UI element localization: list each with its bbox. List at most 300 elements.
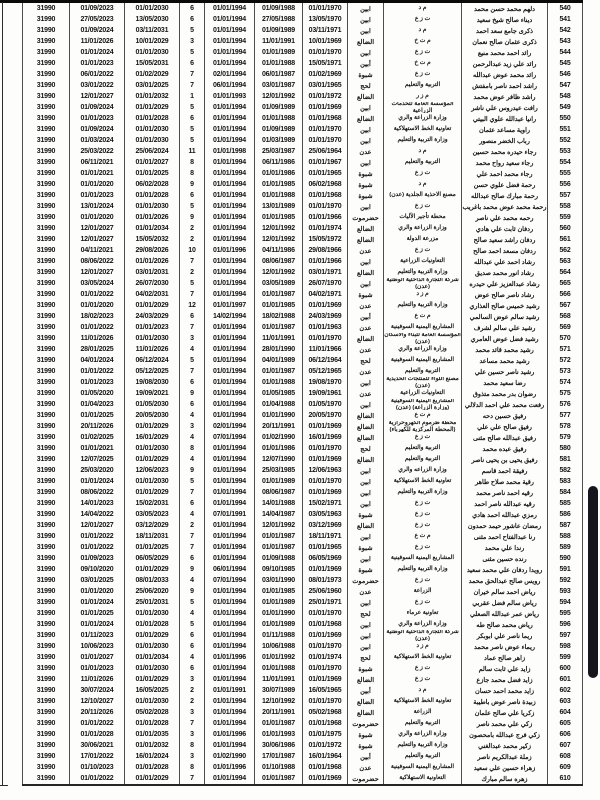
cell-dob: 03/01/1965 bbox=[303, 80, 348, 91]
cell-org: م د bbox=[384, 3, 462, 14]
cell-d1: 01/01/2022 bbox=[70, 718, 125, 729]
cell-gov: ابين bbox=[348, 630, 384, 641]
cell-name: رفيق يحيى بن يحيى ناصر bbox=[462, 454, 548, 465]
cell-dob: 01/01/1969 bbox=[303, 564, 348, 575]
cell-d1: 25/03/2022 bbox=[70, 146, 125, 157]
cell-d3: 01/01/1994 bbox=[205, 520, 255, 531]
cell-n: 4 bbox=[180, 344, 205, 355]
table-row bbox=[22, 69, 583, 80]
cell-d3: 01/01/1994 bbox=[205, 278, 255, 289]
cell-dob: 16/05/1965 bbox=[303, 685, 348, 696]
cell-d2: 01/01/2032 bbox=[125, 91, 180, 102]
cell-dob: 01/02/1969 bbox=[303, 69, 348, 80]
cell-n: 5 bbox=[180, 597, 205, 608]
table-row bbox=[22, 14, 583, 25]
cell-name: ردفان راشد سعيد صالح bbox=[462, 234, 548, 245]
cell-dob: 01/01/1969 bbox=[303, 421, 348, 432]
cell-serial: 607 bbox=[548, 740, 583, 751]
cell-n: 3 bbox=[180, 36, 205, 47]
cell-id: 31990 bbox=[22, 245, 70, 256]
cell-id: 31990 bbox=[22, 124, 70, 135]
cell-d3: 01/01/1994 bbox=[205, 36, 255, 47]
cell-gov: شبوة bbox=[348, 179, 384, 190]
cell-dob: 15/05/1971 bbox=[303, 58, 348, 69]
cell-n: 5 bbox=[180, 25, 205, 36]
cell-d1: 06/11/2021 bbox=[70, 157, 125, 168]
table-row bbox=[22, 124, 583, 135]
cell-d3: 01/01/1994 bbox=[205, 124, 255, 135]
cell-id: 31990 bbox=[22, 729, 70, 740]
cell-d2: 01/01/2030 bbox=[125, 641, 180, 652]
cell-d4: 01/01/1990 bbox=[255, 410, 303, 421]
cell-d4: 01/01/1987 bbox=[255, 718, 303, 729]
cell-serial: 600 bbox=[548, 663, 583, 674]
cell-d3: 01/01/1994 bbox=[205, 487, 255, 498]
cell-dob: 04/02/1971 bbox=[303, 289, 348, 300]
cell-id: 31990 bbox=[22, 542, 70, 553]
cell-org: التربية والتعليم bbox=[384, 80, 462, 91]
table-row bbox=[22, 256, 583, 267]
cell-d2: 01/01/2034 bbox=[125, 223, 180, 234]
cell-d3: 01/01/1991 bbox=[205, 685, 255, 696]
cell-id: 31990 bbox=[22, 773, 70, 784]
cell-d3: 01/01/1994 bbox=[205, 454, 255, 465]
cell-name: راشد ظافر عوض محمد bbox=[462, 91, 548, 102]
cell-gov: ابين bbox=[348, 278, 384, 289]
cell-name: رحمة محمد عوض محمد باغريب bbox=[462, 201, 548, 212]
cell-gov: ابين bbox=[348, 399, 384, 410]
cell-serial: 555 bbox=[548, 168, 583, 179]
cell-n: 5 bbox=[180, 124, 205, 135]
cell-dob: 01/01/1974 bbox=[303, 652, 348, 663]
cell-org: وزارة الزراعة والري bbox=[384, 113, 462, 124]
table-row bbox=[22, 630, 583, 641]
cell-name: رياض محمد صالح طه bbox=[462, 619, 548, 630]
cell-n: 5 bbox=[180, 135, 205, 146]
cell-dob: 03/12/1969 bbox=[303, 520, 348, 531]
cell-name: رنا عبدالفتاح احمد مثنى bbox=[462, 531, 548, 542]
cell-org: وزارة التربية والتعليم bbox=[384, 267, 462, 278]
cell-dob: 18/11/1971 bbox=[303, 531, 348, 542]
cell-org: المشاريع اليمنية السوفينية bbox=[384, 322, 462, 333]
cell-d2: 01/01/2029 bbox=[125, 674, 180, 685]
cell-serial: 542 bbox=[548, 25, 583, 36]
cell-d1: 30/06/2021 bbox=[70, 740, 125, 751]
cell-org: مصنع الاحذية الجلدية (عدن) bbox=[384, 190, 462, 201]
cell-n: 6 bbox=[180, 311, 205, 322]
cell-id: 31990 bbox=[22, 355, 70, 366]
cell-d4: 01/01/1989 bbox=[255, 619, 303, 630]
cell-n: 5 bbox=[180, 355, 205, 366]
cell-gov: الضالع bbox=[348, 267, 384, 278]
cell-org: ت ز ع bbox=[384, 542, 462, 553]
cell-d2: 12/06/2023 bbox=[125, 465, 180, 476]
cell-dob: 01/01/1968 bbox=[303, 762, 348, 773]
cell-dob: 01/01/1972 bbox=[303, 740, 348, 751]
table-row bbox=[22, 652, 583, 663]
cell-id: 31990 bbox=[22, 421, 70, 432]
cell-d3: 01/01/1994 bbox=[205, 410, 255, 421]
cell-id: 31990 bbox=[22, 300, 70, 311]
cell-org: م د bbox=[384, 146, 462, 157]
cell-dob: 05/12/1965 bbox=[303, 366, 348, 377]
cell-d4: 30/07/1989 bbox=[255, 685, 303, 696]
cell-d1: 01/05/2020 bbox=[70, 388, 125, 399]
cell-d3: 01/01/1994 bbox=[205, 366, 255, 377]
cell-org: تعاونية الخط الاستهلاكية bbox=[384, 476, 462, 487]
cell-name: ردفان مسعد احمد صالح bbox=[462, 245, 548, 256]
cell-d3: 07/01/1994 bbox=[205, 575, 255, 586]
cell-gov: الضالع bbox=[348, 113, 384, 124]
cell-d2: 01/05/2030 bbox=[125, 399, 180, 410]
table-row bbox=[22, 47, 583, 58]
cell-id: 31990 bbox=[22, 168, 70, 179]
cell-serial: 579 bbox=[548, 432, 583, 443]
cell-d2: 01/01/2029 bbox=[125, 421, 180, 432]
cell-org: ت ز ع bbox=[384, 168, 462, 179]
cell-n: 4 bbox=[180, 454, 205, 465]
cell-gov: ابين bbox=[348, 641, 384, 652]
cell-serial: 544 bbox=[548, 47, 583, 58]
table-row bbox=[22, 542, 583, 553]
cell-name: ريماء عوض ناصر محمد bbox=[462, 641, 548, 652]
cell-d4: 01/01/1988 bbox=[255, 113, 303, 124]
cell-gov: ابين bbox=[348, 619, 384, 630]
cell-org: وزارة التربية والتعليم bbox=[384, 740, 462, 751]
cell-id: 31990 bbox=[22, 289, 70, 300]
cell-n: 6 bbox=[180, 58, 205, 69]
cell-d4: 01/09/1988 bbox=[255, 3, 303, 14]
cell-d1: 25/03/2020 bbox=[70, 465, 125, 476]
cell-dob: 10/01/1969 bbox=[303, 36, 348, 47]
cell-gov: شبوة bbox=[348, 564, 384, 575]
cell-id: 31990 bbox=[22, 641, 70, 652]
table-row bbox=[22, 377, 583, 388]
cell-dob: 01/01/1969 bbox=[303, 102, 348, 113]
cell-dob: 16/01/1964 bbox=[303, 751, 348, 762]
cell-serial: 559 bbox=[548, 212, 583, 223]
table-row bbox=[22, 498, 583, 509]
cell-d2: 01/01/2030 bbox=[125, 135, 180, 146]
cell-dob: 01/01/1965 bbox=[303, 168, 348, 179]
cell-serial: 583 bbox=[548, 476, 583, 487]
cell-name: رشيد محمد مساعد bbox=[462, 355, 548, 366]
cell-d1: 01/01/2022 bbox=[70, 531, 125, 542]
table-row bbox=[22, 146, 583, 157]
cell-n: 7 bbox=[180, 718, 205, 729]
table-row bbox=[22, 344, 583, 355]
table-row bbox=[22, 553, 583, 564]
cell-name: راوية مساعد عثمان bbox=[462, 124, 548, 135]
cell-org: التربية والتعليم bbox=[384, 751, 462, 762]
cell-d2: 25/06/2024 bbox=[125, 146, 180, 157]
cell-id: 31990 bbox=[22, 696, 70, 707]
cell-serial: 587 bbox=[548, 520, 583, 531]
cell-serial: 576 bbox=[548, 399, 583, 410]
cell-d4: 28/01/1990 bbox=[255, 344, 303, 355]
cell-gov: الضالع bbox=[348, 333, 384, 344]
cell-d3: 01/01/1994 bbox=[205, 3, 255, 14]
cell-d3: 01/01/1994 bbox=[205, 157, 255, 168]
cell-d4: 01/01/1986 bbox=[255, 443, 303, 454]
cell-d4: 06/11/1986 bbox=[255, 157, 303, 168]
cell-d1: 14/04/2022 bbox=[70, 509, 125, 520]
cell-dob: 26/07/1970 bbox=[303, 278, 348, 289]
cell-n: 11 bbox=[180, 146, 205, 157]
table-row bbox=[22, 597, 583, 608]
cell-org: التربية والتعليم bbox=[384, 157, 462, 168]
cell-name: رفيق حسين دحه bbox=[462, 410, 548, 421]
cell-d4: 12/01/1992 bbox=[255, 234, 303, 245]
cell-gov: ابين bbox=[348, 14, 384, 25]
cell-name: رائد محمد عوض عبدالله bbox=[462, 69, 548, 80]
cell-org: التعاونيات الزراعية bbox=[384, 256, 462, 267]
cell-serial: 554 bbox=[548, 157, 583, 168]
cell-d3: 01/01/1994 bbox=[205, 14, 255, 25]
cell-org: م ز د bbox=[384, 641, 462, 652]
cell-d2: 01/01/2030 bbox=[125, 47, 180, 58]
cell-dob: 01/01/1970 bbox=[303, 608, 348, 619]
cell-d2: 01/01/2029 bbox=[125, 564, 180, 575]
cell-n: 8 bbox=[180, 443, 205, 454]
cell-d2: 11/01/2026 bbox=[125, 344, 180, 355]
cell-d2: 03/01/2031 bbox=[125, 267, 180, 278]
cell-d3: 01/01/1994 bbox=[205, 597, 255, 608]
cell-dob: 25/06/1964 bbox=[303, 146, 348, 157]
cell-gov: ابين bbox=[348, 597, 384, 608]
cell-serial: 556 bbox=[548, 179, 583, 190]
cell-gov: الضالع bbox=[348, 520, 384, 531]
cell-org: ت ز ع bbox=[384, 509, 462, 520]
cell-d3: 01/01/1996 bbox=[205, 729, 255, 740]
cell-serial: 558 bbox=[548, 201, 583, 212]
vertical-scrollbar-thumb[interactable] bbox=[588, 486, 598, 678]
table-row bbox=[22, 366, 583, 377]
cell-d1: 20/11/2026 bbox=[70, 421, 125, 432]
cell-d3: 01/01/1998 bbox=[205, 146, 255, 157]
cell-d2: 01/01/2025 bbox=[125, 168, 180, 179]
table-row bbox=[22, 707, 583, 718]
cell-gov: ابين bbox=[348, 377, 384, 388]
cell-d3: 01/01/1994 bbox=[205, 289, 255, 300]
cell-d3: 01/01/1994 bbox=[205, 212, 255, 223]
cell-serial: 577 bbox=[548, 410, 583, 421]
cell-d2: 01/01/2035 bbox=[125, 729, 180, 740]
cell-d4: 01/05/1985 bbox=[255, 388, 303, 399]
cell-dob: 24/03/1969 bbox=[303, 311, 348, 322]
cell-d1: 30/07/2024 bbox=[70, 685, 125, 696]
table-row bbox=[22, 454, 583, 465]
cell-serial: 550 bbox=[548, 113, 583, 124]
cell-id: 31990 bbox=[22, 751, 70, 762]
cell-d2: 08/01/2033 bbox=[125, 575, 180, 586]
cell-org: ت ز ع bbox=[384, 597, 462, 608]
cell-dob: 20/05/1970 bbox=[303, 410, 348, 421]
cell-serial: 565 bbox=[548, 278, 583, 289]
cell-d2: 15/02/2031 bbox=[125, 498, 180, 509]
cell-dob: 01/01/1974 bbox=[303, 223, 348, 234]
cell-serial: 605 bbox=[548, 718, 583, 729]
cell-name: ردفان ثابت علي هادي bbox=[462, 223, 548, 234]
cell-id: 31990 bbox=[22, 432, 70, 443]
cell-d1: 01/11/2023 bbox=[70, 630, 125, 641]
cell-name: رفيقة احمد قاسم bbox=[462, 465, 548, 476]
cell-gov: شبوة bbox=[348, 509, 384, 520]
cell-gov: الضالع bbox=[348, 707, 384, 718]
cell-org: ت ز ع bbox=[384, 245, 462, 256]
cell-dob: 01/01/1970 bbox=[303, 47, 348, 58]
cell-id: 31990 bbox=[22, 267, 70, 278]
cell-id: 31990 bbox=[22, 3, 70, 14]
cell-d2: 25/06/2020 bbox=[125, 586, 180, 597]
cell-org: م ز د bbox=[384, 289, 462, 300]
cell-d3: 01/01/1994 bbox=[205, 773, 255, 784]
cell-d4: 03/05/1989 bbox=[255, 278, 303, 289]
table-row bbox=[22, 443, 583, 454]
cell-n: 7 bbox=[180, 773, 205, 784]
cell-d4: 04/11/1986 bbox=[255, 245, 303, 256]
cell-org: الزراعة bbox=[384, 586, 462, 597]
cell-d4: 01/01/1985 bbox=[255, 179, 303, 190]
cell-d2: 19/08/2030 bbox=[125, 377, 180, 388]
cell-n: 8 bbox=[180, 157, 205, 168]
cell-dob: 01/01/1969 bbox=[303, 773, 348, 784]
cell-org: وزارة الزراعة والري bbox=[384, 344, 462, 355]
cell-id: 31990 bbox=[22, 586, 70, 597]
cell-gov: الضالع bbox=[348, 674, 384, 685]
cell-serial: 599 bbox=[548, 652, 583, 663]
cell-name: رفيق عبده محمد bbox=[462, 443, 548, 454]
cell-serial: 569 bbox=[548, 322, 583, 333]
cell-d1: 06/01/2022 bbox=[70, 69, 125, 80]
cell-d4: 01/01/1992 bbox=[255, 652, 303, 663]
cell-d1: 08/06/2022 bbox=[70, 256, 125, 267]
cell-d4: 01/10/1988 bbox=[255, 762, 303, 773]
cell-d1: 04/11/2021 bbox=[70, 245, 125, 256]
cell-d1: 01/09/2024 bbox=[70, 124, 125, 135]
cell-n: 3 bbox=[180, 707, 205, 718]
cell-d2: 01/01/2030 bbox=[125, 476, 180, 487]
cell-d2: 01/01/2030 bbox=[125, 608, 180, 619]
table-row bbox=[22, 355, 583, 366]
cell-n: 6 bbox=[180, 113, 205, 124]
cell-gov: الضالع bbox=[348, 234, 384, 245]
cell-d2: 20/05/2030 bbox=[125, 410, 180, 421]
cell-d1: 01/01/2024 bbox=[70, 476, 125, 487]
cell-d2: 01/01/2030 bbox=[125, 124, 180, 135]
cell-d4: 13/01/1989 bbox=[255, 201, 303, 212]
table-row bbox=[22, 267, 583, 278]
cell-d2: 16/05/2025 bbox=[125, 685, 180, 696]
table-row bbox=[22, 751, 583, 762]
cell-d3: 01/02/1990 bbox=[205, 751, 255, 762]
cell-d4: 25/03/1985 bbox=[255, 465, 303, 476]
cell-d2: 06/02/2028 bbox=[125, 179, 180, 190]
cell-d4: 01/01/1993 bbox=[255, 729, 303, 740]
cell-dob: 01/01/1966 bbox=[303, 256, 348, 267]
cell-d1: 01/01/2020 bbox=[70, 586, 125, 597]
cell-name: راشد احمد ناصر بامفتش bbox=[462, 80, 548, 91]
cell-d2: 15/05/2032 bbox=[125, 234, 180, 245]
cell-d2: 03/01/2025 bbox=[125, 80, 180, 91]
table-row bbox=[22, 179, 583, 190]
cell-d2: 19/09/2021 bbox=[125, 388, 180, 399]
cell-gov: شبوة bbox=[348, 663, 384, 674]
cell-d4: 01/01/1990 bbox=[255, 608, 303, 619]
cell-org: ت ز ع bbox=[384, 575, 462, 586]
cell-gov: عدن bbox=[348, 245, 384, 256]
cell-d3: 01/01/1996 bbox=[205, 245, 255, 256]
cell-d2: 01/01/2029 bbox=[125, 487, 180, 498]
cell-n: 6 bbox=[180, 553, 205, 564]
cell-n: 7 bbox=[180, 542, 205, 553]
cell-serial: 563 bbox=[548, 256, 583, 267]
cell-d1: 17/01/2022 bbox=[70, 751, 125, 762]
cell-name: رشاد احمد علي عبدالله bbox=[462, 256, 548, 267]
cell-n: 7 bbox=[180, 322, 205, 333]
cell-org: وزارة الزراعة والري bbox=[384, 223, 462, 234]
cell-dob: 03/01/1971 bbox=[303, 267, 348, 278]
cell-name: ذكرى عثمان صالح نعمان bbox=[462, 36, 548, 47]
cell-d1: 01/01/2020 bbox=[70, 300, 125, 311]
cell-d3: 01/01/1994 bbox=[205, 718, 255, 729]
cell-d4: 01/09/1989 bbox=[255, 124, 303, 135]
cell-id: 31990 bbox=[22, 377, 70, 388]
cell-id: 31990 bbox=[22, 630, 70, 641]
cell-gov: عدن bbox=[348, 146, 384, 157]
cell-gov: شبوة bbox=[348, 190, 384, 201]
cell-dob: 05/02/1968 bbox=[303, 707, 348, 718]
cell-id: 31990 bbox=[22, 333, 70, 344]
cell-d1: 12/01/2027 bbox=[70, 520, 125, 531]
cell-id: 31990 bbox=[22, 256, 70, 267]
cell-n: 6 bbox=[180, 663, 205, 674]
cell-d3: 01/01/1994 bbox=[205, 696, 255, 707]
cell-n: 3 bbox=[180, 421, 205, 432]
cell-dob: 01/05/1970 bbox=[303, 399, 348, 410]
cell-org: ت ز ع bbox=[384, 432, 462, 443]
cell-org: المؤسسة العامة للخدمات الزراعية bbox=[384, 102, 462, 113]
cell-d4: 01/01/1985 bbox=[255, 300, 303, 311]
cell-d1: 11/01/2026 bbox=[70, 36, 125, 47]
table-row bbox=[22, 674, 583, 685]
cell-d1: 03/01/2022 bbox=[70, 80, 125, 91]
cell-serial: 551 bbox=[548, 124, 583, 135]
cell-serial: 549 bbox=[548, 102, 583, 113]
table-row bbox=[22, 245, 583, 256]
cell-id: 31990 bbox=[22, 58, 70, 69]
cell-serial: 608 bbox=[548, 751, 583, 762]
cell-name: رحمة فضل علوي حسن bbox=[462, 179, 548, 190]
cell-n: 6 bbox=[180, 399, 205, 410]
cell-id: 31990 bbox=[22, 465, 70, 476]
cell-name: رباب الخضر منصور bbox=[462, 135, 548, 146]
cell-name: رشيد علي سالم لشرف bbox=[462, 322, 548, 333]
table-row bbox=[22, 212, 583, 223]
cell-d4: 01/01/1987 bbox=[255, 289, 303, 300]
cell-d3: 01/01/1994 bbox=[205, 322, 255, 333]
cell-n: 2 bbox=[180, 234, 205, 245]
table-row bbox=[22, 36, 583, 47]
cell-org: وزارة التربية والتعليم bbox=[384, 135, 462, 146]
cell-d1: 01/10/2023 bbox=[70, 762, 125, 773]
cell-d1: 14/01/2023 bbox=[70, 498, 125, 509]
cell-dob: 01/01/1968 bbox=[303, 190, 348, 201]
cell-org: محطة تأجير الآليات bbox=[384, 212, 462, 223]
cell-d4: 10/06/1988 bbox=[255, 641, 303, 652]
cell-serial: 580 bbox=[548, 443, 583, 454]
cell-d3: 01/01/1994 bbox=[205, 399, 255, 410]
